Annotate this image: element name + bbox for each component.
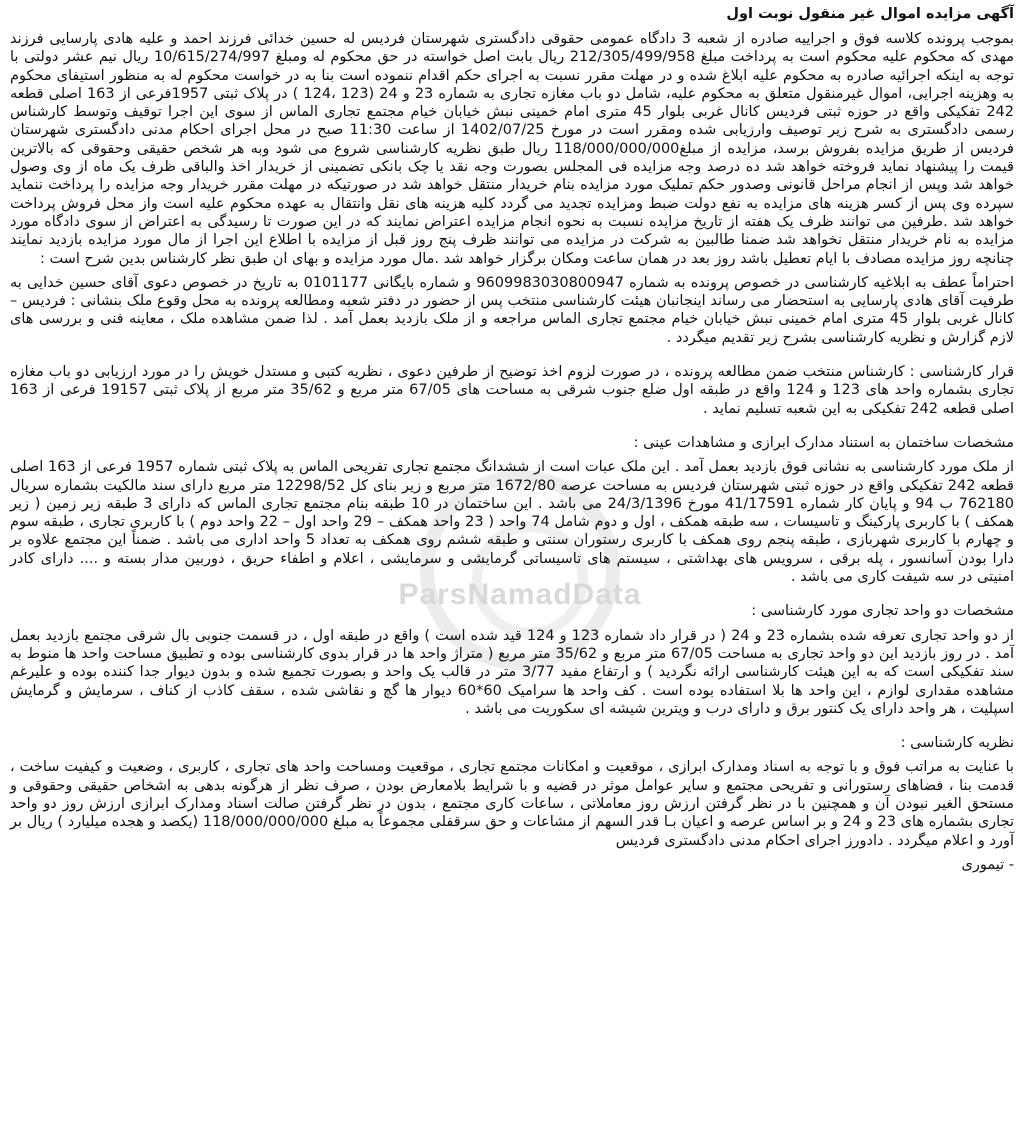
units-spec-heading: مشخصات دو واحد تجاری مورد کارشناسی :	[751, 603, 1014, 620]
building-spec-paragraph: از ملک مورد کارشناسی به نشانی فوق بازدید بعمل آمد . این ملک عبات است از ششدانگ مجتمع تجاری تفریحی الماس به پلاک ثبتی شماره 1957 فرعی از 163 اصلی قطعه 242 تفکیکی واقع در حوزه ثبتی شهرستان فردیس به مساحت عرصه 1672/80 متر مربع و زیر بنای کل 12298/52 متر مربع دارای سند مالکیت بشماره سریال 762180 ب 94 و پایان کار شماره 41/17591 مورخ 24/3/1396 می باشد . این ساختمان در 10 طبقه بنام مجتمع تجاری الماس که دارای 3 طبقه زیر زمین ( زیر همکف ) با کاربری پارکینگ و تاسیسات ، سه طبقه همکف ، اول و دوم شامل 74 واحد ( 23 واحد همکف – 29 واحد اول – 22 واحد دوم ) با کاربری تجاری ، طبقه سوم و چهارم با کاربری شهربازی ، طبقه پنجم روی همکف با کاربری رستوران سنتی و طبقه ششم روی همکف به تعداد 5 واحد اداری می باشد . ضمناً این مجتمع علاوه بر دارا بودن آسانسور ، پله برقی ، سرویس های بهداشتی ، سیستم های تاسیساتی گرمایشی و سرمایشی ، اعلام و اطفاء حریق ، دوربین مدار بسته و .... دارای کادر امنیتی در سه شیفت کاری می باشد .	[10, 459, 1015, 586]
respect-paragraph: احتراماً عطف به ابلاغیه کارشناسی در خصوص پرونده به شماره 9609983030800947 و شماره بایگانی 0101177 به تاریخ در خصوص دعوی آقای حسین خدایی به طرفیت آقای هادی پارسایی به استحضار می رساند اینجانبان هیئت کارشناسی منتخب پس از حضور در دفتر شعبه ومطالعه پرونده به محل وقوع ملک بنشانی : فردیس – کانال غربی بلوار 45 متری امام خمینی نبش خیابان خیام مجتمع تجاری الماس مراجعه و از ملک بازدید بعمل آمد . لذا ضمن مشاهده ملک ، معاینه فنی و بررسی های لازم گزارش و نظریه کارشناسی بشرح زیر تقدیم میگردد .	[10, 274, 1015, 346]
units-spec-paragraph: از دو واحد تجاری تعرفه شده بشماره 23 و 24 ( در قرار داد شماره 123 و 124 قید شده است ) واقع در طبقه اول ، در قسمت جنوبی بال شرقی مجتمع بازدید بعمل آمد . در روز بازدید این دو واحد تجاری به مساحت 67/05 متر مربع و 35/62 متر مربع ( متراژ واحد ها در قرار بدوی کارشناسی بوده و تطبیق مساحت واحد ها منوط به سند تفکیکی است که به این هیئت کارشناسی ارائه نگردید ) و ارتفاع مفید 3/77 متر در قالب یک واحد و بصورت تجمیع شده و بدون دیوار جدا کننده بوده و علیرغم مشاهده مقداری لوازم ، این واحد ها بلا استفاده بوده است . کف واحد ها سرامیک 60*60 دیوار ها گچ و نقاشی شده ، سقف کاذب از کناف ، سرمایش و گرمایش اسپلیت ، هر واحد دارای یک کنتور برق و دارای درب و ویترین شیشه ای سکوریت می باشد .	[10, 627, 1014, 717]
watermark-text: ParsNamadData	[398, 578, 642, 611]
expert-assignment-paragraph: قرار کارشناسی : کارشناس منتخب ضمن مطالعه پرونده ، در صورت لزوم اخذ توضیح از طرفین دعوی ، نظریه کتبی و مستدل خویش را در مورد ارزیابی دو باب مغازه تجاری بشماره واحد های 123 و 124 واقع در طبقه اول ضلع جنوب شرقی به مساحت های 67/05 متر مربع و 35/62 متر مربع از پلاک ثبتی 19157 فرعی از 163 اصلی قطعه 242 تفکیکی به این شعبه تسلیم نماید .	[10, 364, 1015, 417]
intro-paragraph: بموجب پرونده کلاسه فوق و اجراییه صادره از شعبه 3 دادگاه عمومی حقوقی دادگستری شهرستان فردیس له حسین خدائی فرزند احمد و علیه هادی پارسایی فرزند مهدی که محکوم علیه محکوم است به پرداخت مبلغ 212/305/499/958 ریال بابت اصل خواسته در حق محکوم له ومبلغ 10/615/274/997 ریال نیم عشر دولتی با توجه به اینکه اجرائیه صادره به محکوم علیه ابلاغ شده و در مهلت مقرر نسبت به اجرای حکم اقدام ننموده است بنا به در خواست محکوم له به منظور استیفای محکوم به وهزینه اجرایی، اموال غیرمنقول متعلق به محکوم علیه، شامل دو باب مغازه تجاری به شماره 23 و 24 (123 ،124 ) در پلاک ثبتی 1957فرعی از 163 اصلی قطعه 242 تفکیکی واقع در حوزه ثبتی فردیس کانال غربی بلوار 45 متری امام خمینی نبش خیابان خیام مجتمع تجاری الماس از سوی این اجرا توقیف وتوسط کارشناس رسمی دادگستری به شرح زیر توصیف وارزیابی شده ومقرر است در مورخ 1402/07/25 از ساعت 11:30 صبح در محل اجرای احکام مدنی دادگستری شهرستان فردیس از طریق مزایده بفروش برسد، مزایده از مبلغ118/000/000/000 ریال طبق نظریه کارشناسی شروع می شود وبه هر شخص حقیقی وحقوقی که بالاترین قیمت را پیشنهاد نماید فروخته خواهد شد ده درصد وجه مزایده فی المجلس بصورت وجه نقد یا چک بانکی تضمینی از خریدار اخذ والباقی ظرف یک ماه از وی وصول خواهد شد وپس از انجام مراحل قانونی وصدور حکم تملیک مورد مزایده بنام خریدار منتقل خواهد شد در صورتیکه در مهلت مقرر خریدار وجه مزایده را پرداخت ننماید سپرده وی پس از کسر هزینه های مزایده به نفع دولت ضبط ومزایده تجدید می گردد کلیه هزینه های نقل وانتقال به عهده محکوم علیه است واز محل فروش پرداخت خواهد شد .طرفین می توانند ظرف یک هفته از تاریخ مزایده نسبت به نحوه انجام مزایده اعتراض نمایند که در این صورت تا رسیدگی به اعتراض از سوی دادگاه مورد مزایده به نام خریدار منتقل نخواهد شد ضمنا طالبین به شرکت در مزایده می توانند ظرف پنج روز قبل از مزایده با اطلاع این اجرا از مال مورد مزایده بازدید نمایند چنانچه روز مزایده مصادف با ایام تعطیل باشد روز بعد در همان ساعت ومکان برگزار خواهد شد .مال مورد مزایده و بهای ان طبق نظر کارشناس بدین شرح است :	[10, 31, 1014, 267]
opinion-heading: نظریه کارشناسی :	[900, 735, 1014, 752]
signature: - تیموری	[961, 856, 1014, 873]
opinion-paragraph: با عنایت به مراتب فوق و با توجه به اسناد ومدارک ابرازی ، موقعیت و امکانات مجتمع تجاری ، موقعیت ومساحت واحد های تجاری ، کاربری ، وضعیت و کیفیت ساخت ، قدمت بنا ، فضاهای رستورانی و تفریحی مجتمع و سایر عوامل موثر در قضیه و با شرایط بلامعارض بودن ، صرف نظر از هرگونه بدهی به اشخاص حقیقی وحقوقی و مستحق الغیر نبودن آن و همچنین با در نظر گرفتن ارزش روز معاملاتی ، ساعات کاری مجتمع ، بدون در نظر گرفتن صالت اسناد ومدارک ابرازی ارزش روز دو واحد تجاری بشماره های 23 و 24 و بر اساس عرصه و اعیان بـا قدر السهم از مشاعات و حق سرقفلی مجموعاً به مبلغ 118/000/000/000 (یکصد و هجده میلیارد ) ریال بر آورد و اعلام میگردد . دادورز اجرای احکام مدنی دادگستری فردیس	[10, 759, 1014, 849]
notice-content	[10, 4, 1014, 874]
notice-title: آگهی مزایده اموال غیر منقول نوبت اول	[726, 6, 1014, 22]
building-spec-heading: مشخصات ساختمان به استناد مدارک ابرازی و مشاهدات عینی :	[633, 434, 1014, 451]
